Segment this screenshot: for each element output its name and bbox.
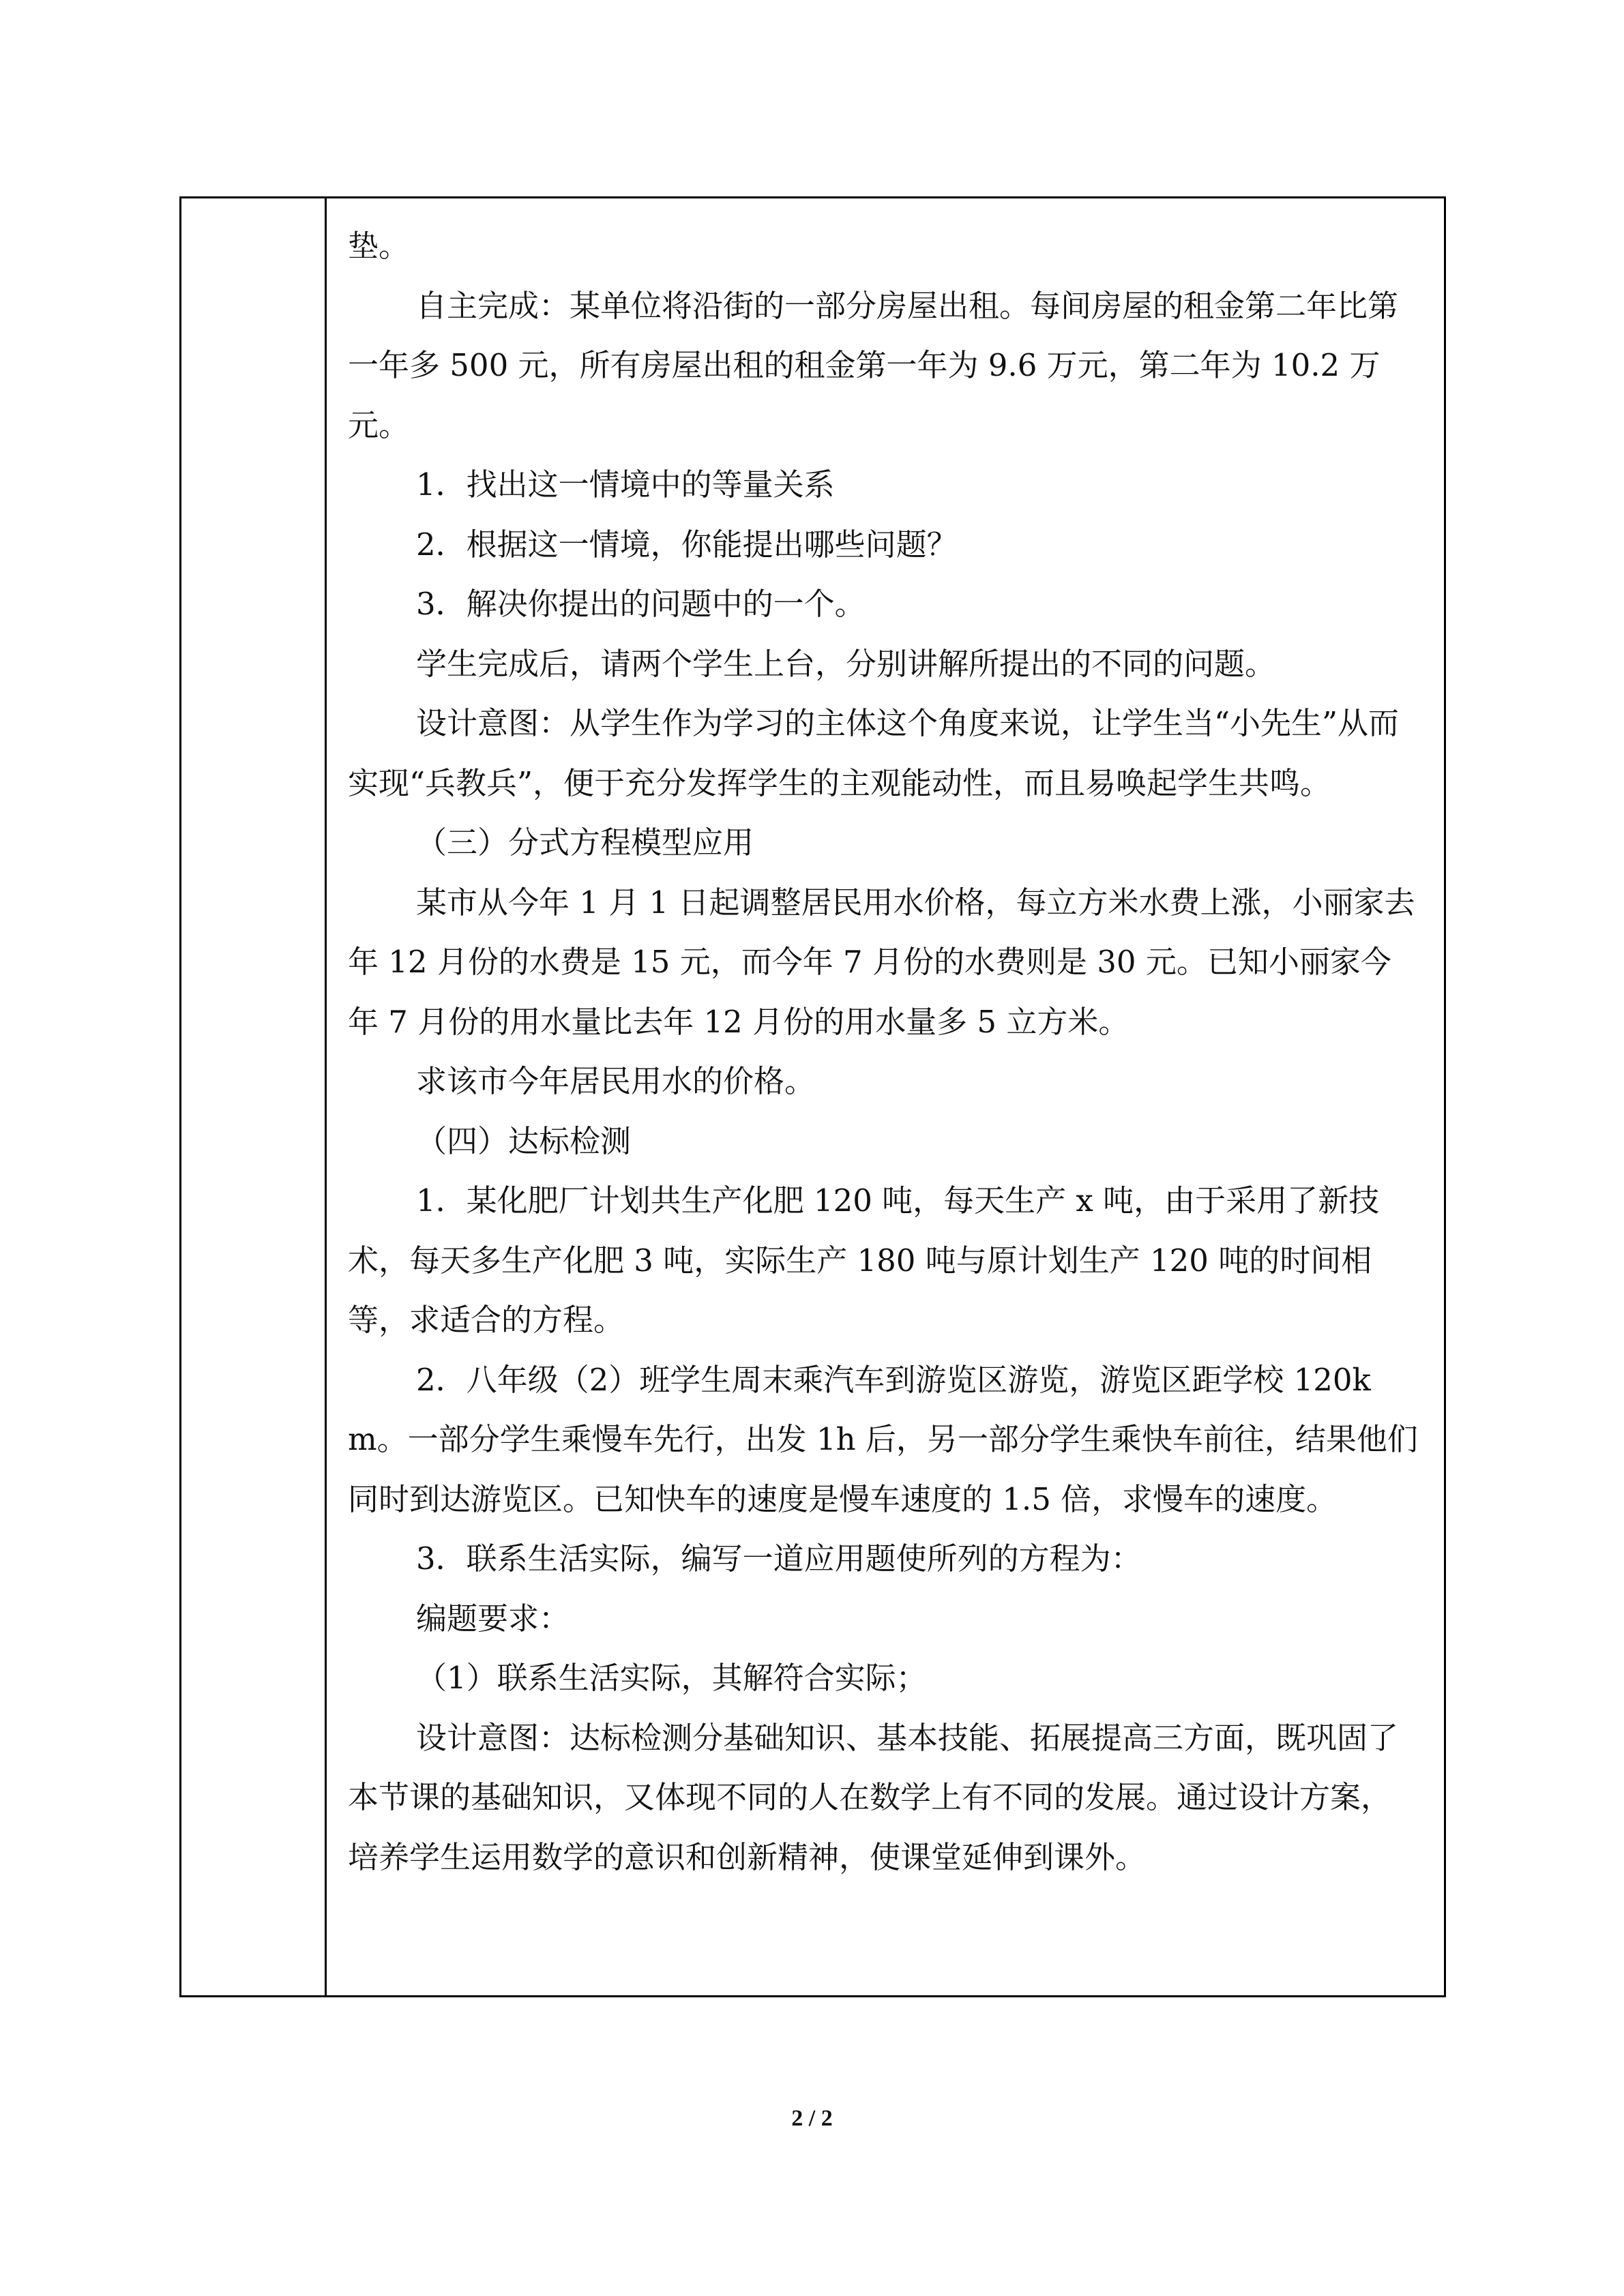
paragraph-test-1: 1．某化肥厂计划共生产化肥 120 吨，每天生产 x 吨，由于采用了新技术，每天多生产化肥 3 吨，实际生产 180 吨与原计划生产 120 吨的时间相等，求适合的方程。 <box>348 1182 1380 1338</box>
paragraph-water-price: 某市从今年 1 月 1 日起调整居民用水价格，每立方米水费上涨，小丽家去年 12 月份的水费是 15 元，而今年 7 月份的水费则是 30 元。已知小丽家今年 7 月份的用水量比去年 12 月份的用水量多 5 立方米。 <box>348 884 1415 1040</box>
section-heading-three: （三）分式方程模型应用 <box>416 824 754 861</box>
left-label-cell <box>181 198 325 1995</box>
paragraph-after-completion: 学生完成后，请两个学生上台，分别讲解所提出的不同的问题。 <box>416 645 1276 682</box>
paragraph-test-2: 2．八年级（2）班学生周末乘汽车到游览区游览，游览区距学校 120km。一部分学生乘慢车先行，出发 1h 后，另一部分学生乘快车前往，结果他们同时到达游览区。已知快车的速度是慢车速度的 1.5 倍，求慢车的速度。 <box>348 1361 1418 1517</box>
paragraph-test-3: 3．联系生活实际，编写一道应用题使所列的方程为： <box>416 1540 1142 1577</box>
paragraph-question-2: 2．根据这一情境，你能提出哪些问题？ <box>416 526 958 563</box>
paragraph-question-3: 3．解决你提出的问题中的一个。 <box>416 586 866 622</box>
page-number: 2 / 2 <box>791 2106 833 2131</box>
paragraph-self-study: 自主完成：某单位将沿街的一部分房屋出租。每间房屋的租金第二年比第一年多 500 元，所有房屋出租的租金第一年为 9.6 万元，第二年为 10.2 万元。 <box>348 287 1399 443</box>
paragraph-1: 垫。 <box>348 228 410 264</box>
lesson-table <box>179 196 1446 1997</box>
paragraph-question-1: 1．找出这一情境中的等量关系 <box>416 466 835 503</box>
lesson-content-cell <box>327 198 1444 1995</box>
paragraph-requirements: 编题要求： <box>416 1600 570 1637</box>
column-divider <box>325 198 327 1995</box>
paragraph-design-intent-2: 设计意图：达标检测分基础知识、基本技能、拓展提高三方面，既巩固了本节课的基础知识，又体现不同的人在数学上有不同的发展。通过设计方案，培养学生运用数学的意识和创新精神，使课堂延伸到课外。 <box>348 1719 1399 1875</box>
paragraph-requirement-1: （1）联系生活实际，其解符合实际； <box>416 1660 927 1696</box>
section-heading-four: （四）达标检测 <box>416 1122 632 1159</box>
paragraph-find-price: 求该市今年居民用水的价格。 <box>416 1063 816 1099</box>
paragraph-design-intent-1: 设计意图：从学生作为学习的主体这个角度来说，让学生当“小先生”从而实现“兵教兵”，便于充分发挥学生的主观能动性，而且易唤起学生共鸣。 <box>348 705 1400 801</box>
